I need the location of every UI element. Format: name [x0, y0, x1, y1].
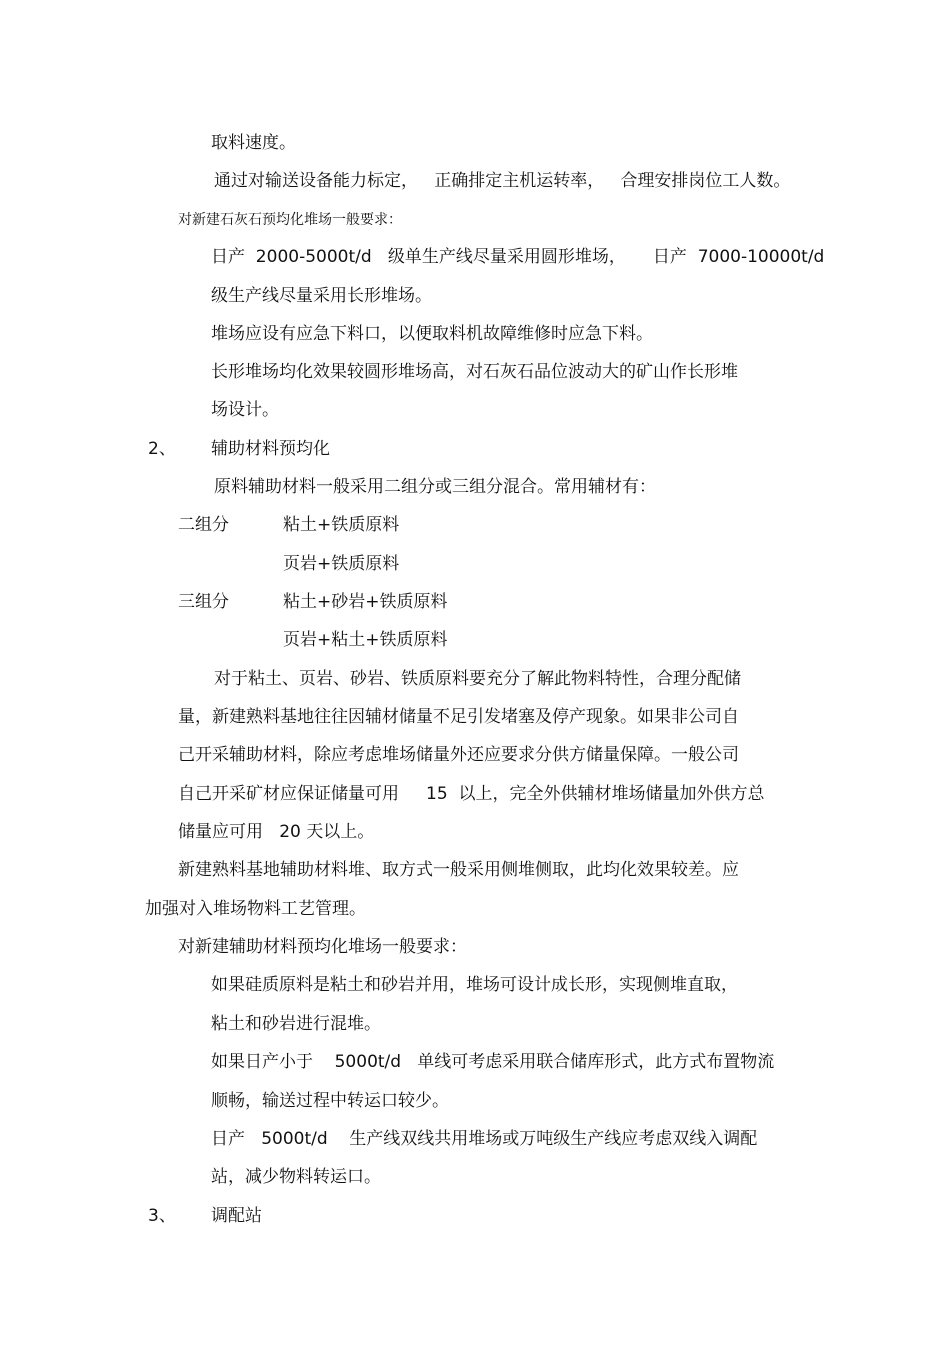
text-line: 己开采辅助材料，除应考虑堆场储量外还应要求分供方储量保障。一般公司 [178, 745, 739, 765]
text-line: 量，新建熟料基地往往因辅材储量不足引发堵塞及停产现象。如果非公司自 [178, 707, 739, 727]
text-line: 日产 2000-5000t/d 级单生产线尽量采用圆形堆场， 日产 7000-10000t/d [211, 247, 825, 267]
text-line: 顺畅，输送过程中转运口较少。 [211, 1091, 449, 1111]
text-line: 如果硅质原料是粘土和砂岩并用，堆场可设计成长形，实现侧堆直取， [211, 975, 738, 995]
text-line: 粘土和砂岩进行混堆。 [211, 1014, 381, 1034]
list-label: 三组分 [178, 592, 229, 612]
list-item: 粘土+铁质原料 [283, 515, 400, 535]
text-line: 原料辅助材料一般采用二组分或三组分混合。常用辅材有： [214, 477, 656, 497]
section-number: 2、 [148, 439, 176, 459]
list-item: 页岩+粘土+铁质原料 [283, 630, 448, 650]
list-label: 二组分 [178, 515, 229, 535]
section-heading: 辅助材料预均化 [211, 439, 330, 459]
text-line: 取料速度。 [211, 133, 296, 153]
text-line: 对新建辅助材料预均化堆场一般要求： [178, 937, 467, 957]
text-line: 场设计。 [211, 400, 279, 420]
text-line: 通过对输送设备能力标定， 正确排定主机运转率， 合理安排岗位工人数。 [214, 171, 791, 191]
text-line: 自己开采矿材应保证储量可用 15 以上，完全外供辅材堆场储量加外供方总 [178, 784, 765, 804]
text-line: 级生产线尽量采用长形堆场。 [211, 286, 432, 306]
text-line: 新建熟料基地辅助材料堆、取方式一般采用侧堆侧取，此均化效果较差。应 [178, 860, 739, 880]
list-item: 页岩+铁质原料 [283, 554, 400, 574]
text-line: 对新建石灰石预均化堆场一般要求： [178, 212, 402, 228]
section-heading: 调配站 [211, 1206, 262, 1226]
text-line: 对于粘土、页岩、砂岩、铁质原料要充分了解此物料特性，合理分配储 [214, 669, 741, 689]
section-number: 3、 [148, 1206, 176, 1226]
text-line: 储量应可用 20 天以上。 [178, 822, 375, 842]
text-line: 堆场应设有应急下料口，以便取料机故障维修时应急下料。 [211, 324, 653, 344]
text-line: 加强对入堆场物料工艺管理。 [145, 899, 366, 919]
text-line: 如果日产小于 5000t/d 单线可考虑采用联合储库形式，此方式布置物流 [211, 1052, 775, 1072]
text-line: 日产 5000t/d 生产线双线共用堆场或万吨级生产线应考虑双线入调配 [211, 1129, 758, 1149]
text-line: 站，减少物料转运口。 [211, 1167, 381, 1187]
text-line: 长形堆场均化效果较圆形堆场高，对石灰石品位波动大的矿山作长形堆 [211, 362, 738, 382]
list-item: 粘土+砂岩+铁质原料 [283, 592, 448, 612]
